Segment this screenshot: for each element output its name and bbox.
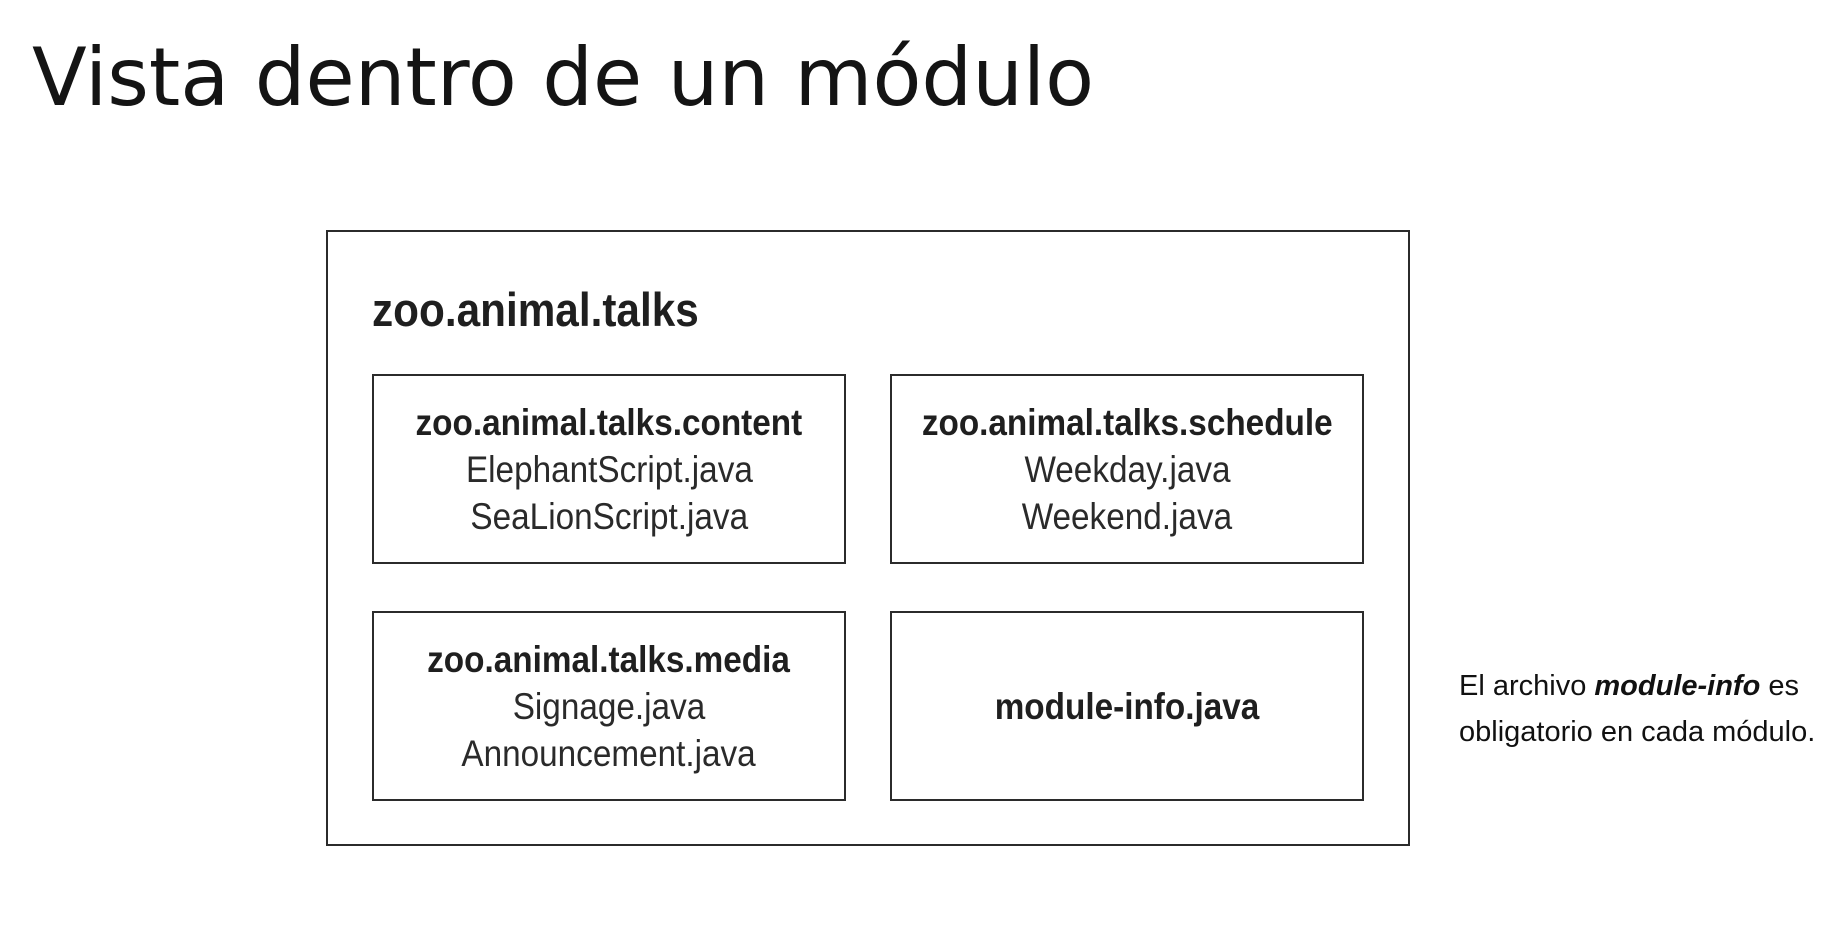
side-note xyxy=(1459,663,1819,755)
package-box-schedule xyxy=(890,374,1364,564)
package-box-content xyxy=(372,374,846,564)
note-prefix: El archivo xyxy=(1459,670,1595,702)
file-name: Weekend.java xyxy=(1021,495,1233,537)
note-emphasis: module-info xyxy=(1594,670,1761,702)
note-suffix: es obligatorio en cada módulo. xyxy=(1459,670,1816,748)
file-name: ElephantScript.java xyxy=(465,448,753,490)
package-box-media xyxy=(372,611,846,801)
module-info-box xyxy=(890,611,1364,801)
module-name: zoo.animal.talks xyxy=(372,283,699,336)
slide-title: Vista dentro de un módulo xyxy=(32,31,1095,124)
file-name: Announcement.java xyxy=(461,732,757,774)
file-name: Weekday.java xyxy=(1023,448,1231,490)
package-name: zoo.animal.talks.content xyxy=(415,401,803,443)
package-name: zoo.animal.talks.schedule xyxy=(921,401,1333,443)
module-box xyxy=(326,230,1410,846)
module-info-file: module-info.java xyxy=(994,685,1260,727)
file-name: SeaLionScript.java xyxy=(470,495,748,537)
package-name: zoo.animal.talks.media xyxy=(427,638,791,680)
file-name: Signage.java xyxy=(512,685,706,727)
